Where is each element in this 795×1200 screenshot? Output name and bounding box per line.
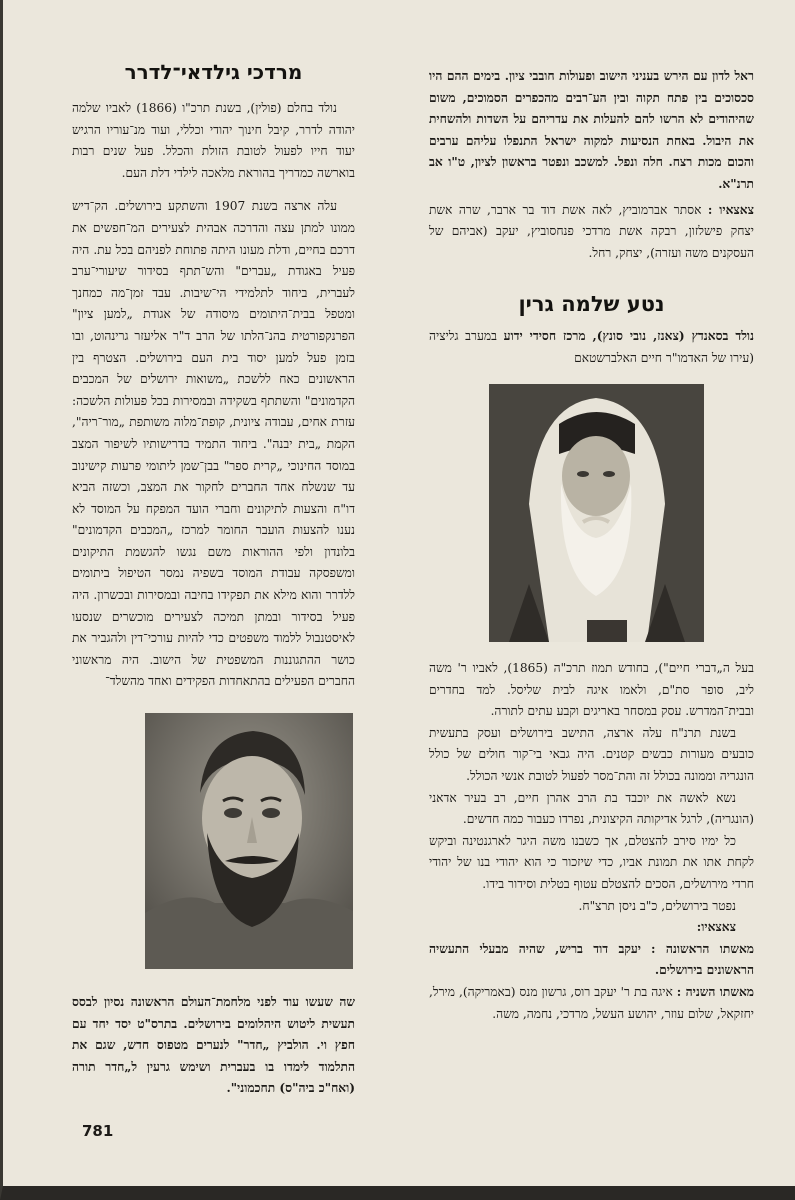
right-column-text-top: [429, 66, 754, 264]
paragraph-birth-green: בעל ה„דברי חיים"), בחודש תמוז תרכ"ה (1865), לאביו ר' משה ליב, סופר סת"ם, ולאמו איגה לבית שליסל. למד בחדרים ובבית־המדרש. עסק במסחר באריגים וקבע עתים לתורה.: [429, 661, 754, 719]
second-wife-label: מאשתו השניה :: [676, 984, 754, 999]
portrait-photo-green: [489, 384, 704, 642]
first-wife-children: יעקב דוד בריש, שהיה מבעלי התעשיה הראשונים בירושלים.: [429, 941, 754, 978]
paragraph-birth: נולד בחלם (פולין), בשנת תרכ"ו (1866) לאביו שלמה יהודה לדרר, קיבל חינוך יהודי וכללי, ועוד מנ־עוריו הרגיש יעוד חייו לפעול לטובת הזולת והכלל. פעל שנים רבות בוארשה כמדריך בהוראת מלאכה לילדי דלת העם.: [72, 101, 355, 180]
paragraph-photograph: כל ימיו סירב להצטלם, אך כשבנו משה היגר לארגנטינה וביקש לקחת אתו את תמונת אביו, כדי שיזכור כי הוא יהודי בנו של יהודי חרדי מירושלים, הסכים להצטלם עטוף בטלית וסידור בידו.: [429, 833, 754, 891]
portrait-photo-gildai-lederer: [145, 713, 353, 969]
descendants-label: צאצאיו :: [707, 202, 755, 217]
page-number: 781: [82, 1122, 114, 1140]
right-column-intro: [429, 326, 754, 369]
paragraph-death: נפטר בירושלים, כ"ב ניסן תרצ"ח.: [578, 898, 736, 913]
left-column-text-bottom: [72, 992, 355, 1100]
article-title-green: נטע שלמה גרין: [518, 292, 665, 316]
descendants-label-green: צאצאיו:: [696, 920, 736, 935]
paragraph-aliyah-green: בשנת תרנ"ח עלה ארצה, התישב בירושלים ועסק בתעשית כובעים מעורות כבשים קטנים. היה גבאי בי־קור חולים של כולל הונגריה וממונה בכולל זה והת־מסר לפעול לטובת אנשי הכולל.: [429, 725, 754, 783]
article-title-gildai-lederer: מרדכי גילדאי־לדרר: [124, 60, 303, 84]
intro-text: במערב גליציה (עירו של האדמו"ר חיים האלברשטאם: [429, 329, 754, 365]
first-wife-label: מאשתו הראשונה :: [651, 941, 754, 956]
left-column-text-top: [72, 98, 355, 693]
second-wife-children: איגה בת ר' יעקב רוס, גרשון מנס (באמריקה), מירל, יחזקאל, שלום עוזר, יהושע העשל, מרדכי, נחמה, משה.: [429, 984, 754, 1021]
intro-bold-text: נולד בסאנדץ (צאנז, נובי סונץ), מרכז חסידי ידוע: [503, 329, 755, 343]
portrait-man-tallit-image: [489, 384, 704, 642]
paragraph-marriage: נשא לאשה את יוכבד בת הרב אהרן חיים, רב בעיר אדאני (הונגריה), לרגל אדיקותה הקיצונית, נפרדו כעבור כמה חדשים.: [429, 790, 754, 827]
right-column-text-bottom: [429, 658, 754, 1025]
paragraph-aliyah: עלה ארצה בשנת 1907 והשתקע בירושלים. הק־דיש ממונו למתן עצה והדרכה אבהית לצעירים המ־חפשים את דרכם בחיים, ודלת מעונו היתה פתוחת לפניהם בכל עת. היה פעיל באגודת „עברים" והש־תתף בסידור שיעורי־ערב לעברית, ביחוד לתלמידי הי־שיבות. עבד זמן־מה כמחנך ומטפל בבית־היתומים מיסודה של אגודת „למען ציון" הפרנקפורטית בהנ־הלתו של הרב ד"ר אליעזר גרינהוט, ובו בזמן פעל למען יסוד בית העם בירושלים. הצטרף בין הראשונים כאח ללשכת „משואות ירושלים של המכבים הקדמונים" והשתתף בשקידה ובמסירות בכל פעולות הלשכה: עזרת אחים, עבודה ציונית, קופת־מלוה משותפת „מור־ריה", הקמת „בית יבנה". ביחוד התמיד בדרישותיו לשיפור המצב במוסד החינוכי „קרית ספר" בבן־שמן ליתומי פרעות קישינוב עד שנשלח אחד החברים לחקור את המצב, וכשזה הביא דו"ח והצעות לתיקונים וחברי הועד המפקח על המוסד לא נענו להצעות הועבר החומר למרכז „המכבים הקדמונים" בלונדון ולפי ההוראות משם נגשו להגשמת התיקונים ומשפסקה עבודת המוסד בשפיה נמסר הטיפול ביתומים ללדרר והוא מילא את תפקידו בחיבה ובמסירות ובכשרון. היה פעיל בסידור ובמתן תמיכה לצעירים מוכשרים שנסעו לאיסטנבול ללמוד משפטים כדי להיות עורכי־דין ולהגביר את כושר ההתגוננות המשפטית של הישוב. היה מראשוני החברים הפעילים בהתאחדות הפקידים ואחד מהשלד־: [72, 199, 355, 689]
paragraph-continuation: ראל לדון עם הירש בעניני הישוב ופעולות חובבי ציון. בימים ההם היו סכסוכים בין פתח תקוה ובין הע־רבים מהכפרים הסמוכים, משום שהיהודים לא הרשו להם להעלות את עדריהם על השדות ולהשחית את היבול. באחת הנסיעות למקוה ישראל התנפלו עליהם ערבים והכום מכות רצח. חלה ונפל. למשכב ונפטר בראשון לציון, ט"ו אב תרנ"א.: [429, 69, 754, 191]
descendants-list: אסתר אברמוביץ, לאה אשת דוד בר ארבר, שרה אשת יצחק פישלזון, רבקה אשת מרדכי פנחסוביץ, יעקב (אביהם של העסקנים משה ועזרה), יצחק, רחל.: [429, 202, 754, 260]
portrait-man-beard-image: [145, 713, 353, 969]
paragraph-diamond-industry: שה שעשו עוד לפני מלחמת־העולם הראשונה נסיון לבסס תעשית ליטוש היהלומים בירושלים. בתרס"ט יסד יחד עם חפץ וי. הולביץ „חדר" לנערים מטפוס חדש, שגם את התלמוד לימדו בו בעברית ושימש גרעין ל„חדר תורה (ואח"כ ביה"ס) תחכמוני".: [72, 995, 355, 1096]
